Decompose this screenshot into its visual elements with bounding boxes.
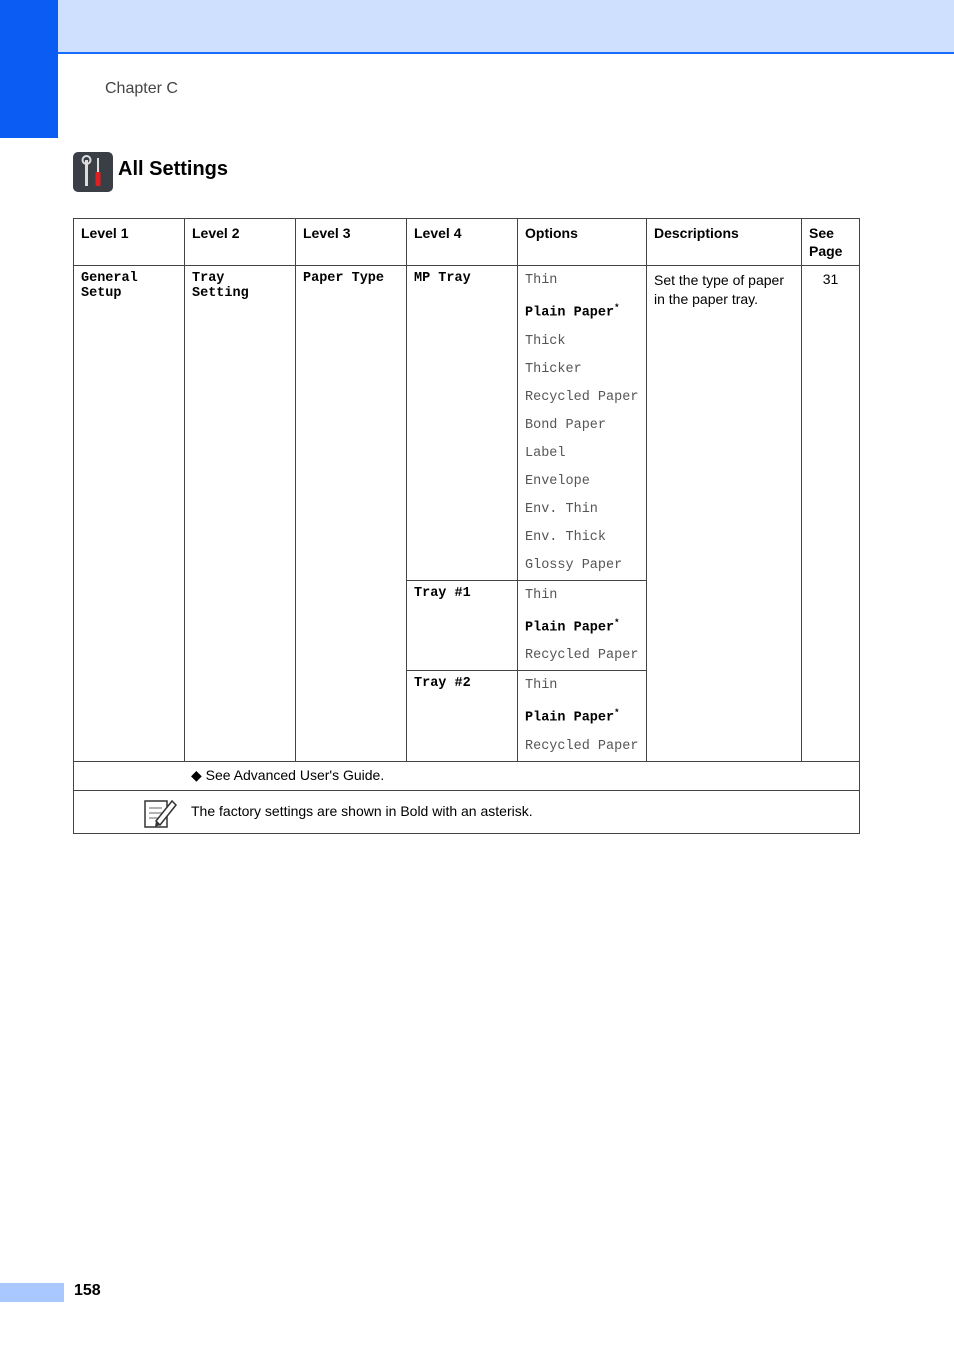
level1-cell: General Setup <box>74 266 185 762</box>
options-cell <box>518 580 647 671</box>
table-row <box>74 266 860 581</box>
header-options: Options <box>518 219 647 266</box>
factory-note-row <box>74 790 860 833</box>
option-item-default: Plain Paper* <box>525 617 620 635</box>
level3-cell: Paper Type <box>296 266 407 762</box>
header-band <box>0 0 954 54</box>
note-pencil-icon <box>142 795 178 834</box>
level4-cell: Tray #1 <box>407 580 518 671</box>
default-asterisk: * <box>614 617 620 628</box>
level4-cell: Tray #2 <box>407 671 518 762</box>
option-item: Glossy Paper <box>525 557 623 573</box>
level2-cell: Tray Setting <box>185 266 296 762</box>
settings-table <box>73 218 860 834</box>
page-number: 158 <box>74 1282 101 1299</box>
option-item: Thin <box>525 678 558 693</box>
factory-note-text: The factory settings are shown in Bold with an asterisk. <box>191 802 533 819</box>
option-item: Recycled Paper <box>525 738 639 754</box>
option-item: Thick <box>525 333 566 349</box>
description-cell: Set the type of paper in the paper tray. <box>647 266 802 762</box>
option-item: Bond Paper <box>525 417 607 433</box>
options-cell <box>518 671 647 762</box>
chapter-label: Chapter C <box>105 80 178 97</box>
option-item: Recycled Paper <box>525 389 639 405</box>
header-level3: Level 3 <box>296 219 407 266</box>
header-level2: Level 2 <box>185 219 296 266</box>
level4-cell: MP Tray <box>407 266 518 581</box>
option-item: Envelope <box>525 473 590 489</box>
option-item-default: Plain Paper* <box>525 708 620 726</box>
option-item: Label <box>525 445 566 461</box>
section-title: All Settings <box>118 158 229 180</box>
header-level4: Level 4 <box>407 219 518 266</box>
advanced-note-row <box>74 761 860 790</box>
header-see-page: See Page <box>802 219 860 266</box>
option-item: Thin <box>525 273 558 288</box>
option-item: Env. Thin <box>525 501 598 517</box>
header-descriptions: Descriptions <box>647 219 802 266</box>
option-item-default: Plain Paper* <box>525 303 620 321</box>
header-level1: Level 1 <box>74 219 185 266</box>
default-asterisk: * <box>614 303 620 313</box>
advanced-note: ◆ See Advanced User's Guide. <box>74 761 860 790</box>
footer-band <box>0 1283 64 1302</box>
option-item: Thin <box>525 587 558 603</box>
default-asterisk: * <box>614 708 620 718</box>
option-item: Recycled Paper <box>525 648 639 663</box>
chapter-tab <box>0 0 58 138</box>
tools-icon <box>73 152 113 192</box>
see-page-cell: 31 <box>802 266 860 762</box>
option-item: Env. Thick <box>525 529 607 545</box>
option-item: Thicker <box>525 361 582 377</box>
table-header-row <box>74 219 860 266</box>
options-cell <box>518 266 647 581</box>
factory-note-cell <box>74 790 860 833</box>
